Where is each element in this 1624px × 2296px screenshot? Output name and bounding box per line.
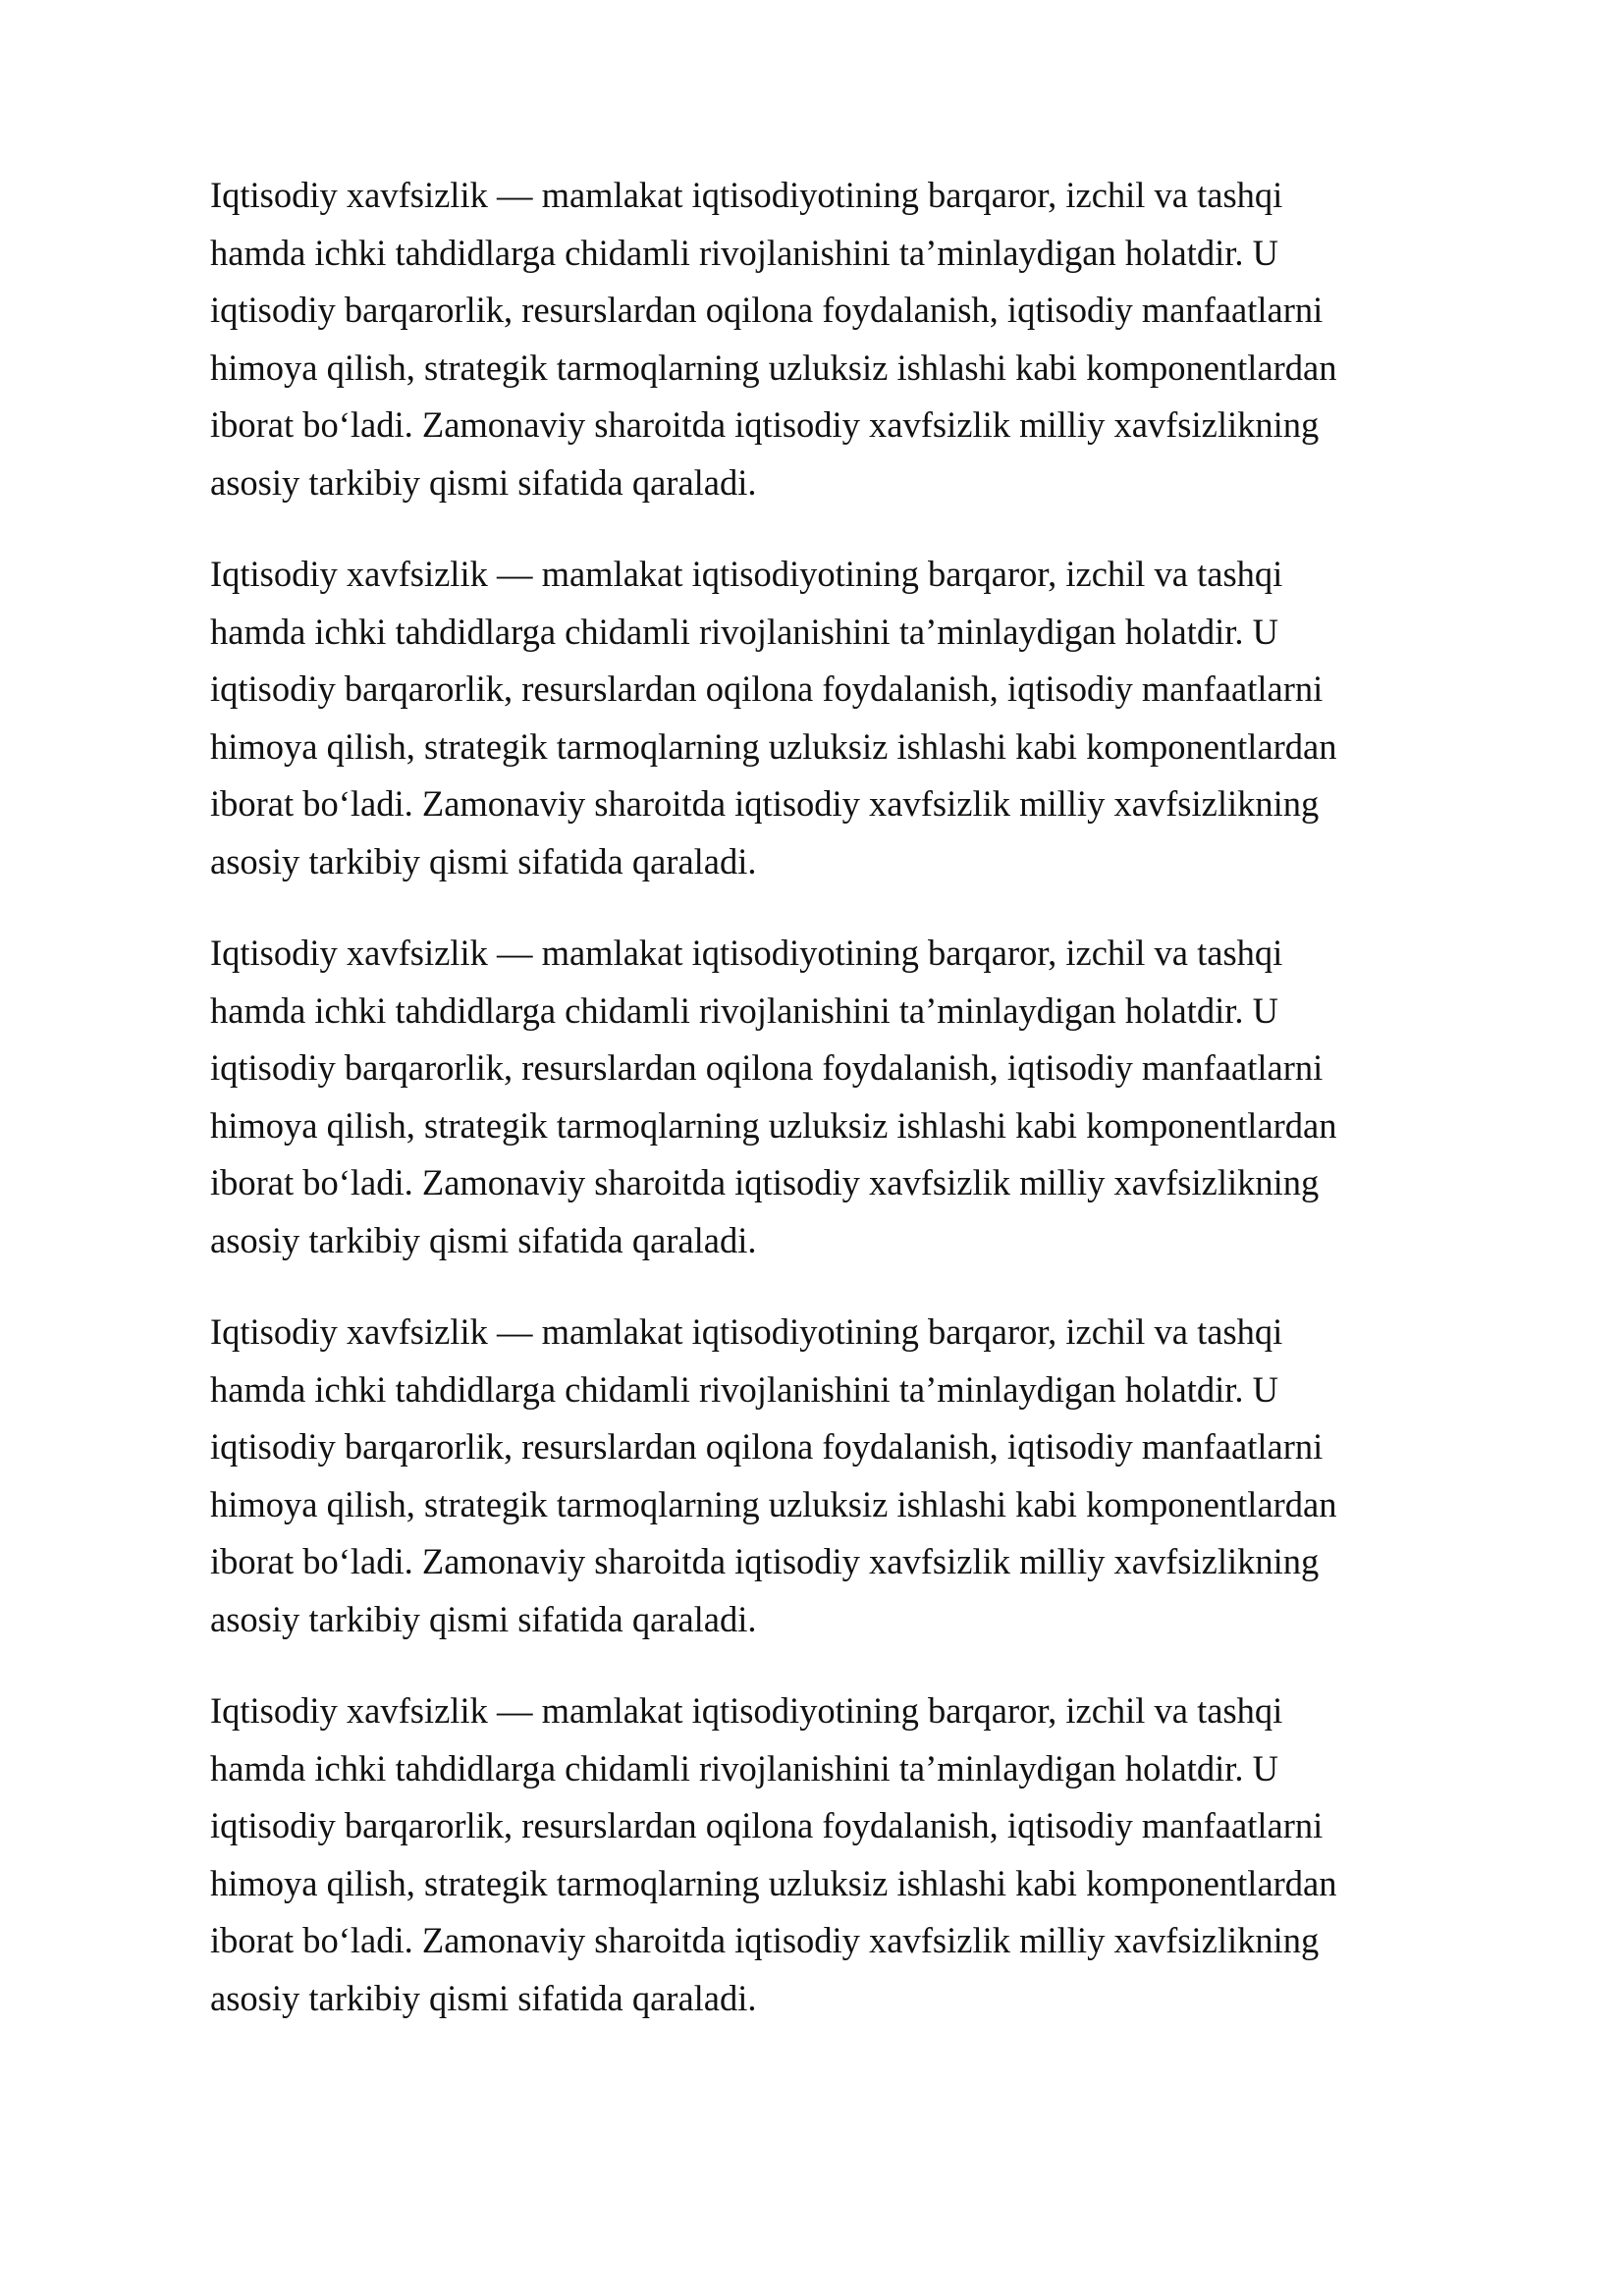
paragraph-4 <box>210 1304 1428 1648</box>
text-line: himoya qilish, strategik tarmoqlarning uzluksiz ishlashi kabi komponentlardan <box>210 1483 1337 1524</box>
text-line: Iqtisodiy xavfsizlik — mamlakat iqtisodiyotining barqaror, izchil va tashqi <box>210 175 1283 215</box>
paragraph-3 <box>210 925 1428 1269</box>
text-line: himoya qilish, strategik tarmoqlarning uzluksiz ishlashi kabi komponentlardan <box>210 347 1337 388</box>
text-line: iqtisodiy barqarorlik, resurslardan oqilona foydalanish, iqtisodiy manfaatlarni <box>210 668 1324 709</box>
paragraph-1 <box>210 167 1428 511</box>
text-line: iqtisodiy barqarorlik, resurslardan oqilona foydalanish, iqtisodiy manfaatlarni <box>210 290 1324 330</box>
text-line: asosiy tarkibiy qismi sifatida qaraladi. <box>210 1977 757 2018</box>
text-line: hamda ichki tahdidlarga chidamli rivojlanishini ta’minlaydigan holatdir. U <box>210 989 1278 1031</box>
text-line: iqtisodiy barqarorlik, resurslardan oqilona foydalanish, iqtisodiy manfaatlarni <box>210 1426 1324 1467</box>
paragraph-5 <box>210 1682 1428 2027</box>
text-line: Iqtisodiy xavfsizlik — mamlakat iqtisodiyotining barqaror, izchil va tashqi <box>210 1690 1283 1731</box>
text-line: iqtisodiy barqarorlik, resurslardan oqilona foydalanish, iqtisodiy manfaatlarni <box>210 1047 1324 1088</box>
text-line: himoya qilish, strategik tarmoqlarning uzluksiz ishlashi kabi komponentlardan <box>210 1104 1337 1146</box>
text-line: iborat bo‘ladi. Zamonaviy sharoitda iqtisodiy xavfsizlik milliy xavfsizlikning <box>210 783 1320 824</box>
text-line: hamda ichki tahdidlarga chidamli rivojlanishini ta’minlaydigan holatdir. U <box>210 611 1278 652</box>
text-line: Iqtisodiy xavfsizlik — mamlakat iqtisodiyotining barqaror, izchil va tashqi <box>210 1311 1283 1352</box>
text-line: asosiy tarkibiy qismi sifatida qaraladi. <box>210 1598 757 1639</box>
text-line: hamda ichki tahdidlarga chidamli rivojlanishini ta’minlaydigan holatdir. U <box>210 1747 1278 1789</box>
text-line: iborat bo‘ladi. Zamonaviy sharoitda iqtisodiy xavfsizlik milliy xavfsizlikning <box>210 1541 1320 1581</box>
text-line: iborat bo‘ladi. Zamonaviy sharoitda iqtisodiy xavfsizlik milliy xavfsizlikning <box>210 404 1320 445</box>
text-line: asosiy tarkibiy qismi sifatida qaraladi. <box>210 461 757 503</box>
document-body <box>210 167 1428 2061</box>
text-line: iborat bo‘ladi. Zamonaviy sharoitda iqtisodiy xavfsizlik milliy xavfsizlikning <box>210 1920 1320 1960</box>
text-line: hamda ichki tahdidlarga chidamli rivojlanishini ta’minlaydigan holatdir. U <box>210 232 1278 273</box>
paragraph-2 <box>210 546 1428 890</box>
text-line: asosiy tarkibiy qismi sifatida qaraladi. <box>210 840 757 881</box>
text-line: asosiy tarkibiy qismi sifatida qaraladi. <box>210 1219 757 1260</box>
text-line: Iqtisodiy xavfsizlik — mamlakat iqtisodiyotining barqaror, izchil va tashqi <box>210 933 1283 973</box>
text-line: iborat bo‘ladi. Zamonaviy sharoitda iqtisodiy xavfsizlik milliy xavfsizlikning <box>210 1162 1320 1202</box>
text-line: iqtisodiy barqarorlik, resurslardan oqilona foydalanish, iqtisodiy manfaatlarni <box>210 1805 1324 1845</box>
text-line: Iqtisodiy xavfsizlik — mamlakat iqtisodiyotining barqaror, izchil va tashqi <box>210 554 1283 594</box>
text-line: hamda ichki tahdidlarga chidamli rivojlanishini ta’minlaydigan holatdir. U <box>210 1368 1278 1410</box>
text-line: himoya qilish, strategik tarmoqlarning uzluksiz ishlashi kabi komponentlardan <box>210 1862 1337 1903</box>
text-line: himoya qilish, strategik tarmoqlarning uzluksiz ishlashi kabi komponentlardan <box>210 725 1337 767</box>
